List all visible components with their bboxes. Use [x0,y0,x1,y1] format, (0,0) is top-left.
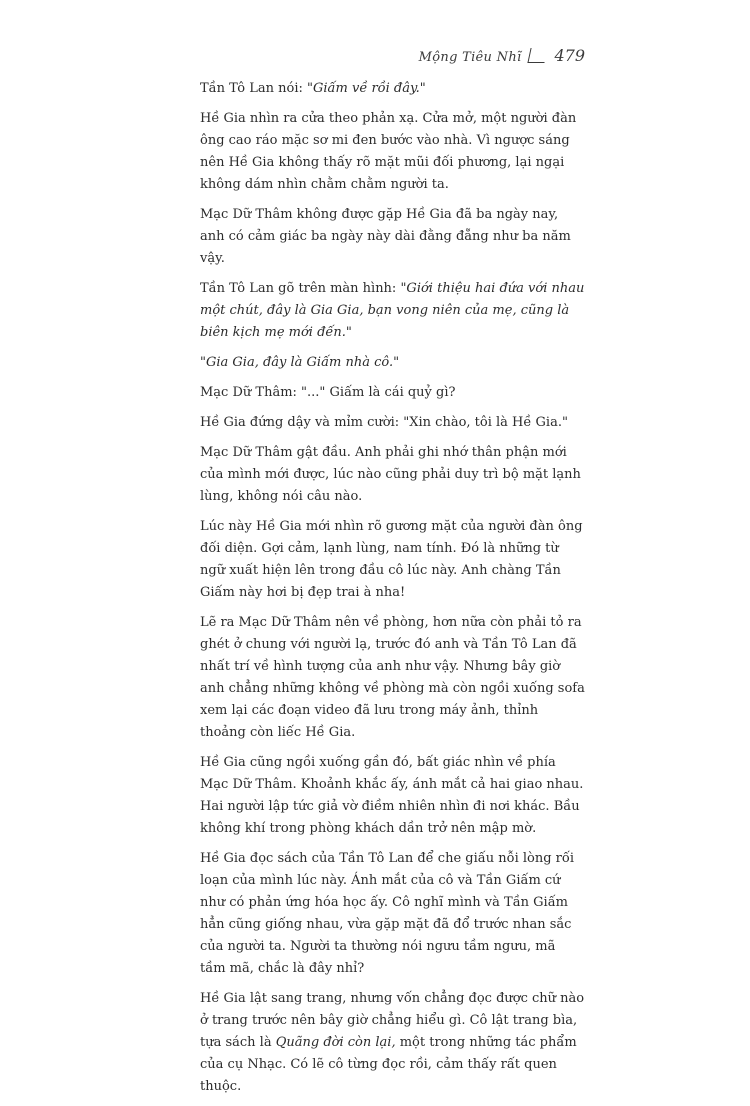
paragraph: Lẽ ra Mạc Dữ Thâm nên về phòng, hơn nữa còn phải tỏ ra ghét ở chung với người lạ, trước đó anh và Tần Tô Lan đã nhất trí về hình tượng của anh như vậy. Nhưng bây giờ anh chẳng những không về phòng mà còn ngồi xuống sofa xem lại các đoạn video đã lưu trong máy ảnh, thỉnh thoảng còn liếc Hề Gia. [200,615,585,740]
body-text [200,78,585,1106]
paragraph: Tần Tô Lan nói: "Giấm về rồi đây." [200,81,426,96]
running-header [419,46,585,65]
paragraph: Lúc này Hề Gia mới nhìn rõ gương mặt của người đàn ông đối diện. Gợi cảm, lạnh lùng, nam tính. Đó là những từ ngữ xuất hiện lên trong đầu cô lúc này. Anh chàng Tần Giấm này hơi bị đẹp trai à nha! [200,519,583,600]
paragraph: Mạc Dữ Thâm không được gặp Hề Gia đã ba ngày nay, anh có cảm giác ba ngày này dài đằng đẵng như ba năm vậy. [200,207,571,266]
paragraph: Hề Gia nhìn ra cửa theo phản xạ. Cửa mở, một người đàn ông cao ráo mặc sơ mi đen bước vào nhà. Vì ngược sáng nên Hề Gia không thấy rõ mặt mũi đối phương, lại ngại không dám nhìn chằm chằm người ta. [200,111,577,192]
paragraph: Mạc Dữ Thâm gật đầu. Anh phải ghi nhớ thân phận mới của mình mới được, lúc nào cũng phải duy trì bộ mặt lạnh lùng, không nói câu nào. [200,445,581,504]
paragraph: Hề Gia đọc sách của Tần Tô Lan để che giấu nỗi lòng rối loạn của mình lúc này. Ánh mắt của cô và Tần Giấm cứ như có phản ứng hóa học ấy. Cô nghĩ mình và Tần Giấm hẳn cũng giống nhau, vừa gặp mặt đã đổ trước nhan sắc của người ta. Người ta thường nói ngưu tầm ngưu, mã tầm mã, chắc là đây nhỉ? [200,851,574,976]
paragraph: Hề Gia lật sang trang, nhưng vốn chẳng đọc được chữ nào ở trang trước nên bây giờ chẳng hiểu gì. Cô lật trang bìa, tựa sách là Quãng đời còn lại, một trong những tác phẩm của cụ Nhạc. Có lẽ cô từng đọc rồi, cảm thấy rất quen thuộc. [200,991,585,1094]
page-number: 479 [554,46,585,65]
paragraph: Hề Gia cũng ngồi xuống gần đó, bất giác nhìn về phía Mạc Dữ Thâm. Khoảnh khắc ấy, ánh mắt cả hai giao nhau. Hai người lập tức giả vờ điềm nhiên nhìn đi nơi khác. Bầu không khí trong phòng khách dần trở nên mập mờ. [200,755,584,836]
header-ornament-rule [528,48,548,63]
book-title: Mộng Tiêu Nhĩ [418,50,522,65]
paragraph: Tần Tô Lan gõ trên màn hình: "Giới thiệu hai đứa với nhau một chút, đây là Gia Gia, bạn vong niên của mẹ, cũng là biên kịch mẹ mới đến." [200,281,585,340]
paragraph: Mạc Dữ Thâm: "..." Giấm là cái quỷ gì? [200,385,456,400]
paragraph: Hề Gia đứng dậy và mỉm cười: "Xin chào, tôi là Hề Gia." [200,415,568,430]
paragraph: "Gia Gia, đây là Giấm nhà cô." [200,355,400,370]
